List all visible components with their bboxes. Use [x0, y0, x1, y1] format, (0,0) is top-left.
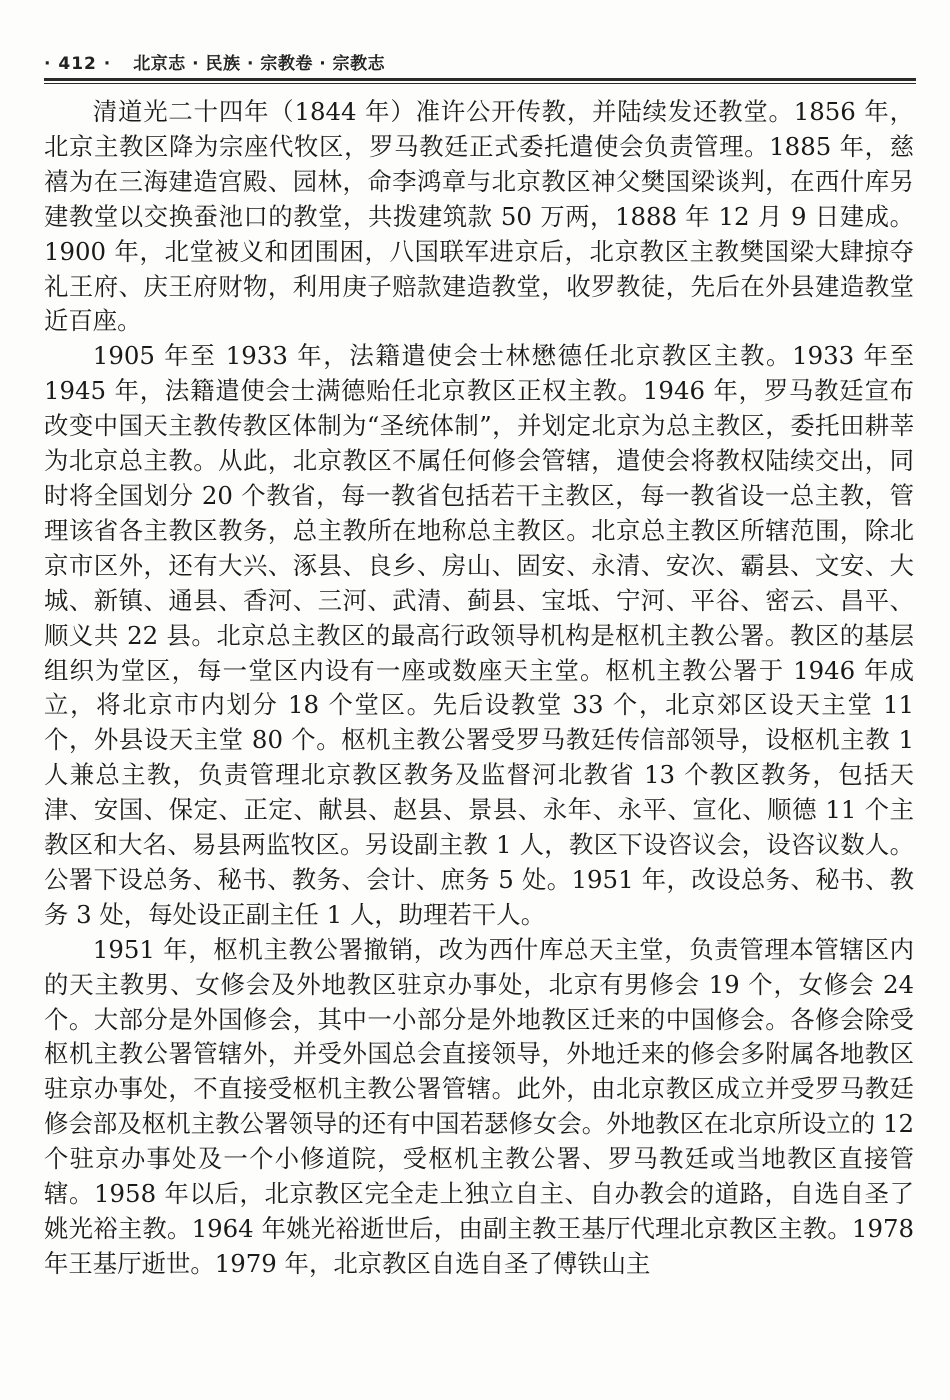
running-header [44, 42, 914, 74]
page-number: · 412 · [44, 54, 112, 74]
header-rule-thin [44, 83, 916, 84]
paragraph: 清道光二十四年（1844 年）准许公开传教，并陆续发还教堂。1856 年，北京主教区降为宗座代牧区，罗马教廷正式委托遣使会负责管理。1885 年，慈禧为在三海建造宫殿、园林，命李鸿章与北京教区神父樊国梁谈判，在西什库另建教堂以交换蚕池口的教堂，共拨建筑款 50 万两，1888 年 12 月 9 日建成。1900 年，北堂被义和团围困，八国联军进京后，北京教区主教樊国梁大肆掠夺礼王府、庆王府财物，利用庚子赔款建造教堂，收罗教徒，先后在外县建造教堂近百座。 [44, 97, 914, 336]
paragraph: 1951 年，枢机主教公署撤销，改为西什库总天主堂，负责管理本管辖区内的天主教男、女修会及外地教区驻京办事处，北京有男修会 19 个，女修会 24 个。大部分是外国修会，其中一小部分是外地教区迁来的中国修会。各修会除受枢机主教公署管辖外，并受外国总会直接领导，外地迁来的修会多附属各地教区驻京办事处，不直接受枢机主教公署管辖。此外，由北京教区成立并受罗马教廷修会部及枢机主教公署领导的还有中国若瑟修女会。外地教区在北京所设立的 12 个驻京办事处及一个小修道院，受枢机主教公署、罗马教廷或当地教区直接管辖。1958 年以后，北京教区完全走上独立自主、自办教会的道路，自选自圣了姚光裕主教。1964 年姚光裕逝世后，由副主教王基厅代理北京教区主教。1978 年王基厅逝世。1979 年，北京教区自选自圣了傅铁山主 [44, 934, 914, 1278]
header-rule-thick [44, 78, 916, 81]
running-title: 北京志 · 民族 · 宗教卷 · 宗教志 [133, 54, 386, 74]
paragraph: 1905 年至 1933 年，法籍遣使会士林懋德任北京教区主教。1933 年至 1945 年，法籍遣使会士满德贻任北京教区正权主教。1946 年，罗马教廷宣布改变中国天主教传教区体制为“圣统体制”，并划定北京为总主教区，委托田耕莘为北京总主教。从此，北京教区不属任何修会管辖，遣使会将教权陆续交出，同时将全国划分 20 个教省，每一教省包括若干主教区，每一教省设一总主教，管理该省各主教区教务，总主教所在地称总主教区。北京总主教区所辖范围，除北京市区外，还有大兴、涿县、良乡、房山、固安、永清、安次、霸县、文安、大城、新镇、通县、香河、三河、武清、蓟县、宝坻、宁河、平谷、密云、昌平、顺义共 22 县。北京总主教区的最高行政领导机构是枢机主教公署。教区的基层组织为堂区，每一堂区内设有一座或数座天主堂。枢机主教公署于 1946 年成立，将北京市内划分 18 个堂区。先后设教堂 33 个，北京郊区设天主堂 11 个，外县设天主堂 80 个。枢机主教公署受罗马教廷传信部领导，设枢机主教 1 人兼总主教，负责管理北京教区教务及监督河北教省 13 个教区教务，包括天津、安国、保定、正定、献县、赵县、景县、永年、永平、宣化、顺德 11 个主教区和大名、易县两监牧区。另设副主教 1 人，教区下设咨议会，设咨议数人。公署下设总务、秘书、教务、会计、庶务 5 处。1951 年，改设总务、秘书、教务 3 处，每处设正副主任 1 人，助理若干人。 [44, 341, 914, 929]
body-text [44, 95, 914, 1282]
